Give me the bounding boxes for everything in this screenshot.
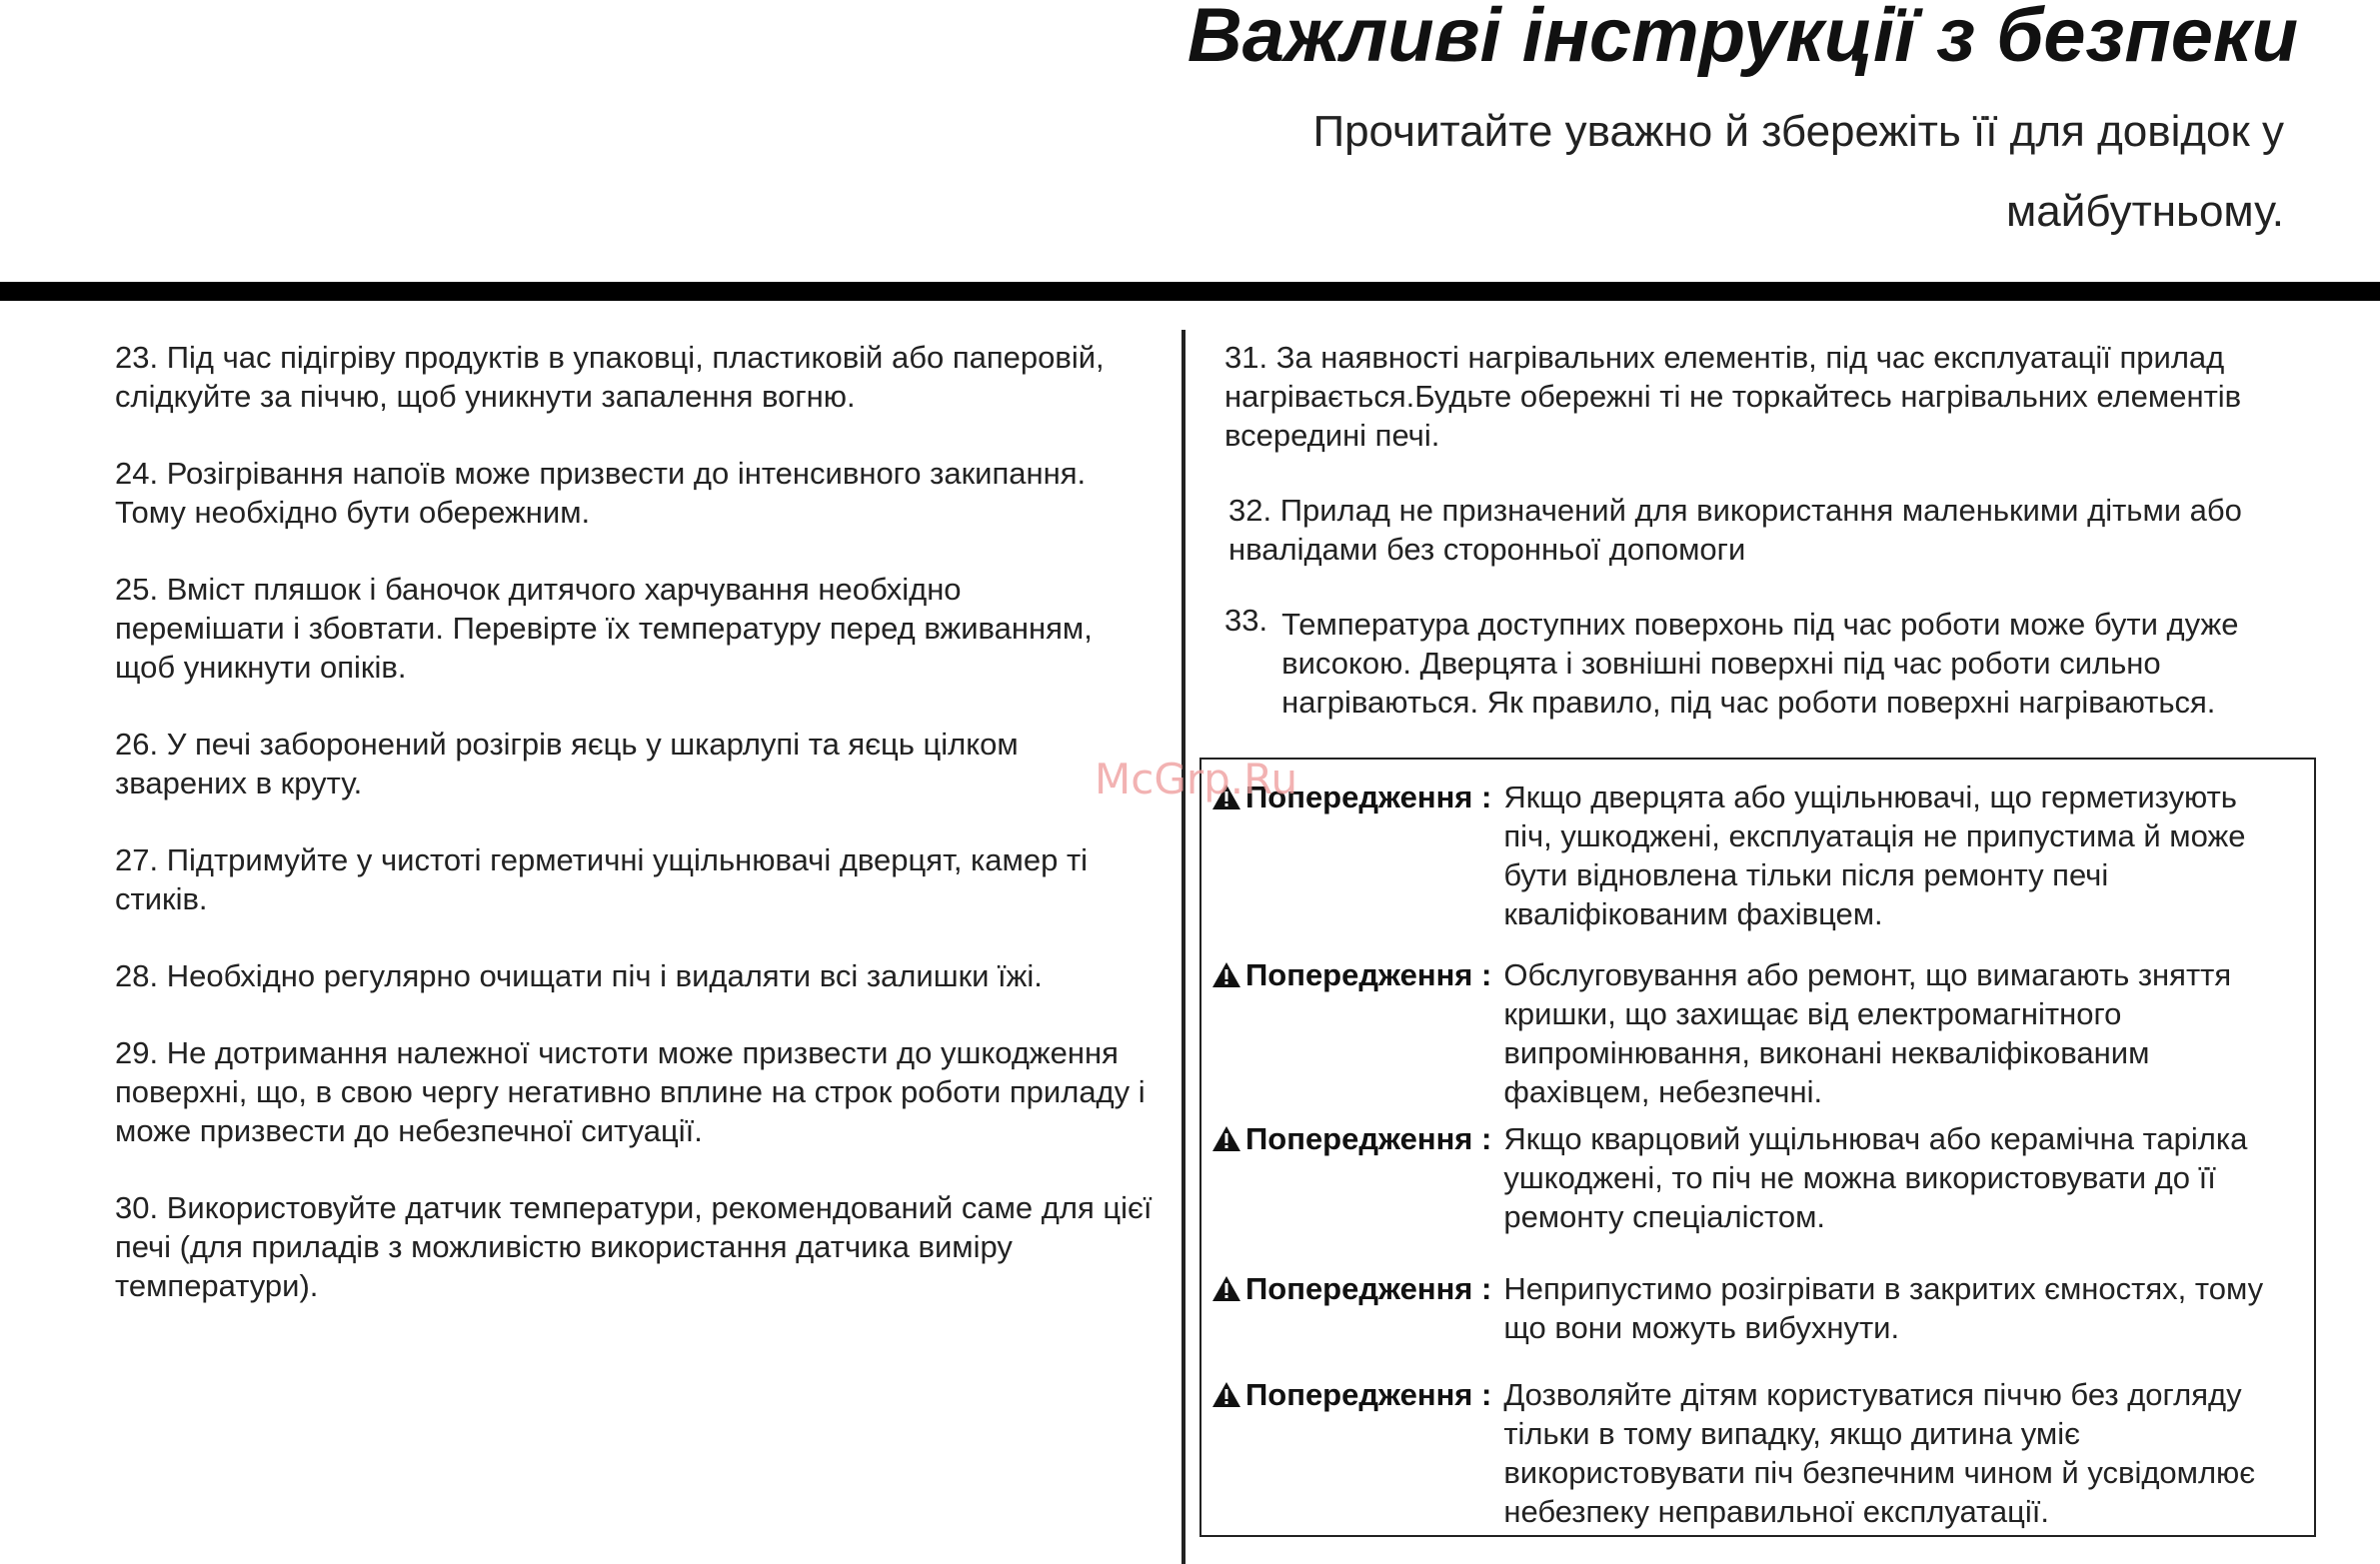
warning-label: Попередження : bbox=[1211, 955, 1491, 1111]
instruction-30: 30. Використовуйте датчик температури, рекомендований саме для цієї печі (для приладів з можливістю використання датчика виміру температури). bbox=[115, 1190, 1153, 1303]
instruction-26: 26. У печі заборонений розігрів яєць у шкарлупі та яєць цілком зварених в круту. bbox=[115, 727, 1019, 800]
warning-text: Якщо дверцята або ущільнювачі, що герметизують піч, ушкоджені, експлуатація не припустима й може бути відновлена тільки після ремонту печі кваліфікованим фахівцем. bbox=[1503, 780, 2246, 931]
instruction-28: 28. Необхідно регулярно очищати піч і видаляти всі залишки їжі. bbox=[115, 958, 1043, 993]
instruction-29: 29. Не дотримання належної чистоти може призвести до ушкодження поверхні, що, в свою чергу негативно вплине на строк роботи приладу і може призвести до небезпечної ситуації. bbox=[115, 1035, 1146, 1148]
page-subtitle: Прочитайте уважно й збережіть її для довідок у майбутньому. bbox=[1312, 107, 2284, 236]
warning-text: Неприпустимо розігрівати в закритих ємностях, тому що вони можуть вибухнути. bbox=[1503, 1271, 2264, 1345]
instruction-31: 31. За наявності нагрівальних елементів, під час експлуатації прилад нагрівається.Будьте обережні ті не торкайтесь нагрівальних елементів всередині печі. bbox=[1224, 340, 2242, 453]
instruction-33-text: Температура доступних поверхонь під час роботи може бути дуже високою. Дверцята і зовнішні поверхні під час роботи сильно нагріваються. Як правило, під час роботи поверхні нагріваються. bbox=[1281, 607, 2239, 720]
watermark: McGrp.Ru bbox=[1095, 755, 1298, 803]
warning-label: Попередження : bbox=[1211, 1119, 1491, 1236]
instruction-33 bbox=[1224, 605, 2284, 722]
left-column bbox=[115, 338, 1175, 1343]
warning-text: Дозволяйте дітям користуватися піччю без догляду тільки в тому випадку, якщо дитина уміє використовувати піч безпечним чином й усвідомлює небезпеку неправильної експлуатації. bbox=[1503, 1377, 2256, 1529]
instruction-25: 25. Вміст пляшок і баночок дитячого харчування необхідно перемішати і збовтати. Перевірте їх температуру перед вживанням, щоб уникнути опіків. bbox=[115, 572, 1093, 685]
warning-2 bbox=[1211, 955, 2291, 1111]
warning-triangle-icon bbox=[1211, 1381, 1241, 1408]
warning-label: Попередження : bbox=[1211, 1269, 1491, 1347]
warning-4 bbox=[1211, 1269, 2291, 1347]
warning-triangle-icon bbox=[1211, 1275, 1241, 1302]
warning-triangle-icon bbox=[1211, 961, 1241, 988]
warning-label: Попередження : bbox=[1211, 1375, 1491, 1531]
instruction-32: 32. Прилад не призначений для використання маленькими дітьми або нвалідами без сторонньої допомоги bbox=[1228, 493, 2242, 567]
instruction-24: 24. Розігрівання напоїв може призвести до інтенсивного закипання. Тому необхідно бути обережним. bbox=[115, 456, 1087, 530]
warning-label: Попередження : bbox=[1211, 778, 1491, 933]
warning-3 bbox=[1211, 1119, 2311, 1236]
instruction-33-number: 33. bbox=[1224, 603, 1268, 638]
column-divider bbox=[1182, 330, 1186, 1564]
instruction-27: 27. Підтримуйте у чистоті герметичні ущільнювачі дверцят, камер ті стиків. bbox=[115, 842, 1089, 916]
warning-text: Обслуговування або ремонт, що вимагають зняття кришки, що захищає від електромагнітного випромінювання, виконані некваліфікованим фахівцем, небезпечні. bbox=[1503, 957, 2232, 1109]
header-rule bbox=[0, 282, 2380, 301]
warning-triangle-icon bbox=[1211, 1125, 1241, 1152]
warning-5 bbox=[1211, 1375, 2291, 1531]
warning-1 bbox=[1211, 778, 2291, 933]
warning-text: Якщо кварцовий ущільнювач або керамічна тарілка ушкоджені, то піч не можна використовувати до її ремонту спеціалістом. bbox=[1503, 1121, 2248, 1234]
warnings-box bbox=[1199, 758, 2316, 1537]
instruction-23: 23. Під час підігріву продуктів в упаковці, пластиковій або паперовій, слідкуйте за піччю, щоб уникнути запалення вогню. bbox=[115, 340, 1105, 414]
page-title: Важливі інструкції з безпеки bbox=[1187, 0, 2298, 78]
right-column bbox=[1224, 338, 2294, 722]
